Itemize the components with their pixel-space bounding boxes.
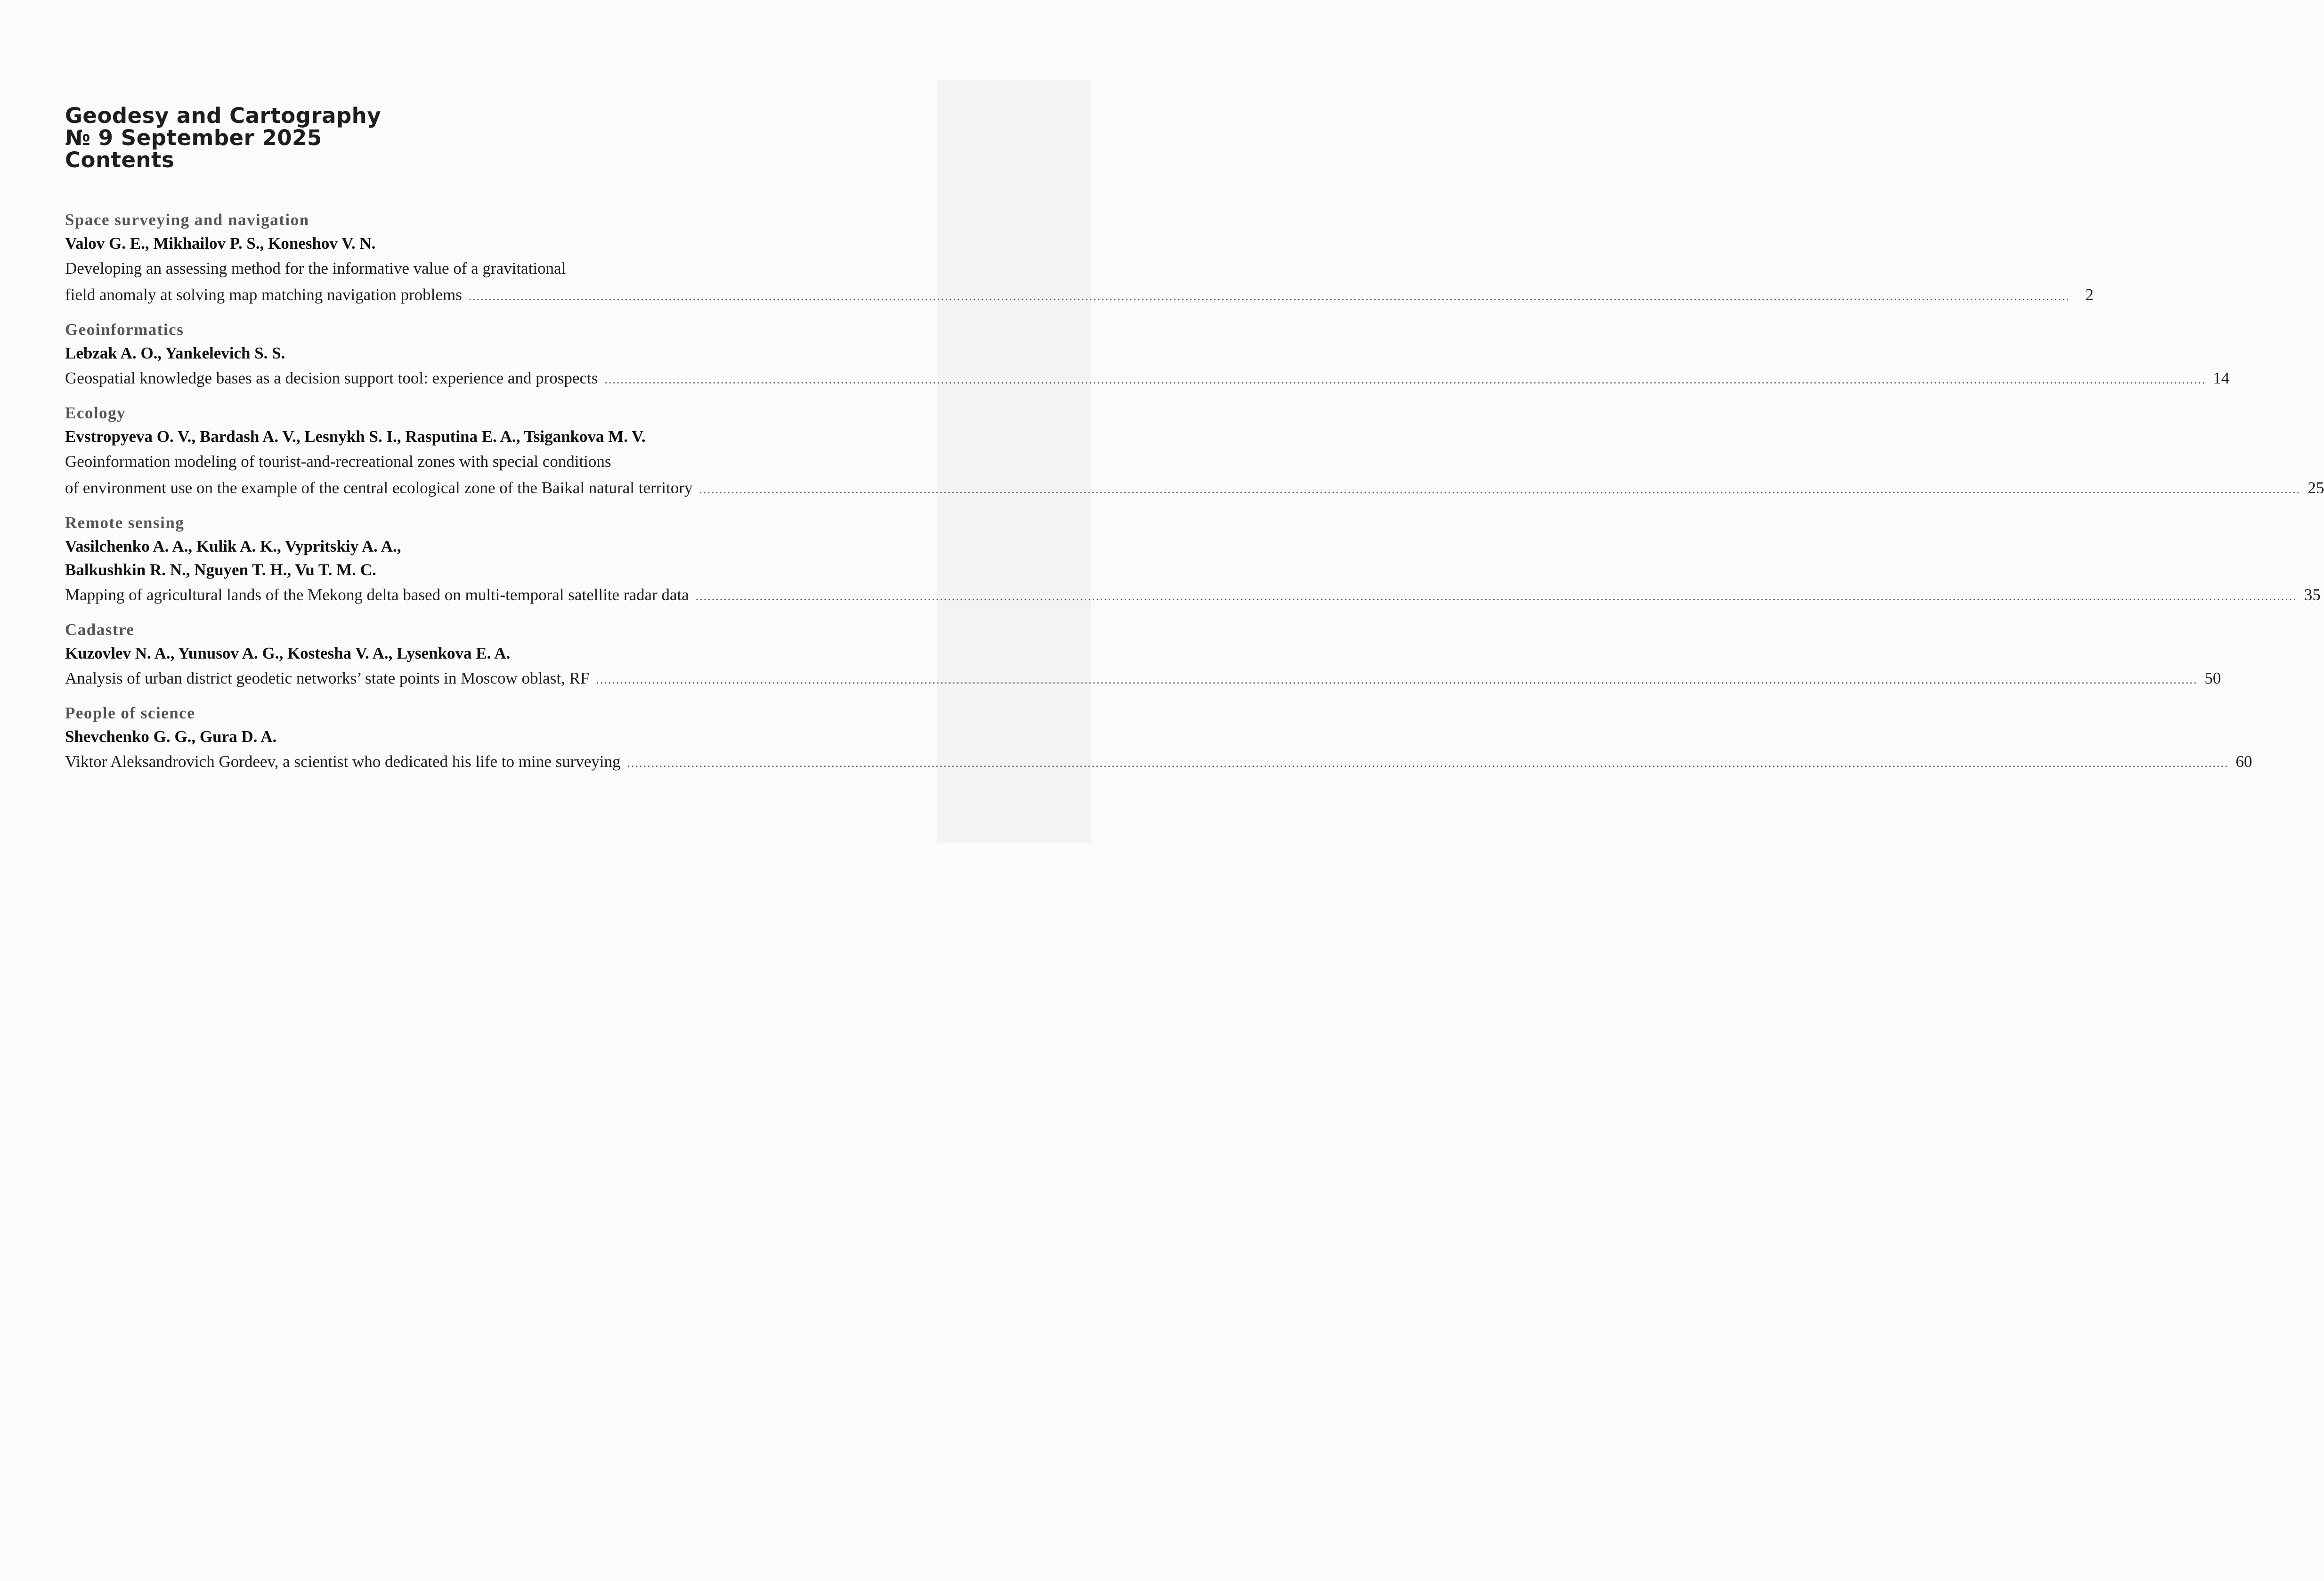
scan-shadow bbox=[937, 80, 1091, 843]
authors-line: Kuzovlev N. A., Yunusov A. G., Kostesha V. A., Lysenkova E. A. bbox=[65, 644, 511, 662]
entry-title-line: Viktor Aleksandrovich Gordeev, a scientist who dedicated his life to mine surveying bbox=[65, 752, 621, 771]
toc-entry[interactable] bbox=[65, 232, 2094, 310]
table-of-contents bbox=[65, 208, 2324, 785]
toc-section bbox=[65, 701, 2252, 776]
authors-line: Shevchenko G. G., Gura D. A. bbox=[65, 727, 277, 746]
toc-section bbox=[65, 208, 2094, 310]
page-number: 2 bbox=[2085, 285, 2094, 304]
entry-title-line: Geoinformation modeling of tourist-and-recreational zones with special conditions bbox=[65, 452, 611, 471]
authors-line: Lebzak A. O., Yankelevich S. S. bbox=[65, 344, 285, 362]
entry-final-line bbox=[65, 582, 2321, 610]
entry-title-line: Mapping of agricultural lands of the Mekong delta based on multi-temporal satellite radar data bbox=[65, 586, 689, 604]
entry-authors bbox=[65, 725, 951, 749]
dot-leader: ................................................................................................................................................................................................................................................................................................................................................................................................................ bbox=[627, 756, 2229, 770]
section-title: Cadastre bbox=[65, 620, 135, 639]
entry-final-line bbox=[65, 749, 2252, 776]
toc-entry[interactable] bbox=[65, 342, 2230, 393]
authors-line: Balkushkin R. N., Nguyen T. H., Vu T. M. C. bbox=[65, 561, 376, 579]
toc-entry[interactable] bbox=[65, 725, 2252, 776]
entry-title-line: field anomaly at solving map matching navigation problems bbox=[65, 285, 462, 304]
toc-entry[interactable] bbox=[65, 642, 2221, 693]
section-title: Geoinformatics bbox=[65, 320, 184, 339]
entry-final-line bbox=[65, 365, 2230, 393]
journal-title: Geodesy and Cartography bbox=[65, 103, 382, 128]
entry-title-line: of environment use on the example of the central ecological zone of the Baikal natural territory bbox=[65, 479, 693, 497]
dot-leader: ................................................................................................................................................................................................................................................................................................................................................................................................................ bbox=[604, 373, 2206, 386]
section-title: Space surveying and navigation bbox=[65, 211, 309, 229]
authors-line: Evstropyeva O. V., Bardash A. V., Lesnykh S. I., Rasputina E. A., Tsigankova M. V. bbox=[65, 427, 646, 446]
dot-leader: ................................................................................................................................................................................................................................................................................................................................................................................................................ bbox=[699, 482, 2301, 496]
page-number: 50 bbox=[2204, 669, 2221, 687]
toc-entry[interactable] bbox=[65, 535, 2321, 610]
entry-authors bbox=[65, 342, 951, 365]
toc-section bbox=[65, 401, 2324, 503]
entry-title-line: Developing an assessing method for the informative value of a gravitational bbox=[65, 259, 566, 277]
entry-final-line bbox=[65, 665, 2221, 693]
authors-line: Vasilchenko A. A., Kulik A. K., Vypritskiy A. A., bbox=[65, 537, 401, 555]
entry-authors bbox=[65, 535, 951, 582]
toc-section bbox=[65, 618, 2221, 693]
section-title: Ecology bbox=[65, 404, 126, 422]
entry-authors bbox=[65, 642, 951, 665]
dot-leader: ................................................................................................................................................................................................................................................................................................................................................................................................................ bbox=[596, 673, 2198, 686]
authors-line: Valov G. E., Mikhailov P. S., Koneshov V. N. bbox=[65, 234, 376, 253]
entry-title-line: Geospatial knowledge bases as a decision support tool: experience and prospects bbox=[65, 369, 598, 387]
entry-final-line bbox=[65, 282, 2094, 310]
section-title: People of science bbox=[65, 704, 195, 722]
page-number: 25 bbox=[2308, 479, 2324, 497]
page-number: 60 bbox=[2235, 752, 2252, 771]
toc-section bbox=[65, 511, 2321, 610]
entry-title-line: Analysis of urban district geodetic networks’ state points in Moscow oblast, RF bbox=[65, 669, 590, 687]
page-number: 14 bbox=[2213, 369, 2230, 387]
entry-authors bbox=[65, 425, 951, 448]
issue-info: № 9 September 2025 bbox=[65, 125, 322, 150]
section-title: Remote sensing bbox=[65, 513, 185, 532]
toc-entry[interactable] bbox=[65, 425, 2324, 503]
contents-heading: Contents bbox=[65, 147, 175, 172]
page-number: 35 bbox=[2304, 586, 2321, 604]
entry-authors bbox=[65, 232, 951, 255]
dot-leader: ................................................................................................................................................................................................................................................................................................................................................................................................................ bbox=[695, 589, 2297, 603]
dot-leader: ................................................................................................................................................................................................................................................................................................................................................................................................................ bbox=[468, 289, 2070, 303]
masthead bbox=[65, 105, 381, 171]
toc-section bbox=[65, 318, 2230, 393]
entry-final-line bbox=[65, 475, 2324, 503]
